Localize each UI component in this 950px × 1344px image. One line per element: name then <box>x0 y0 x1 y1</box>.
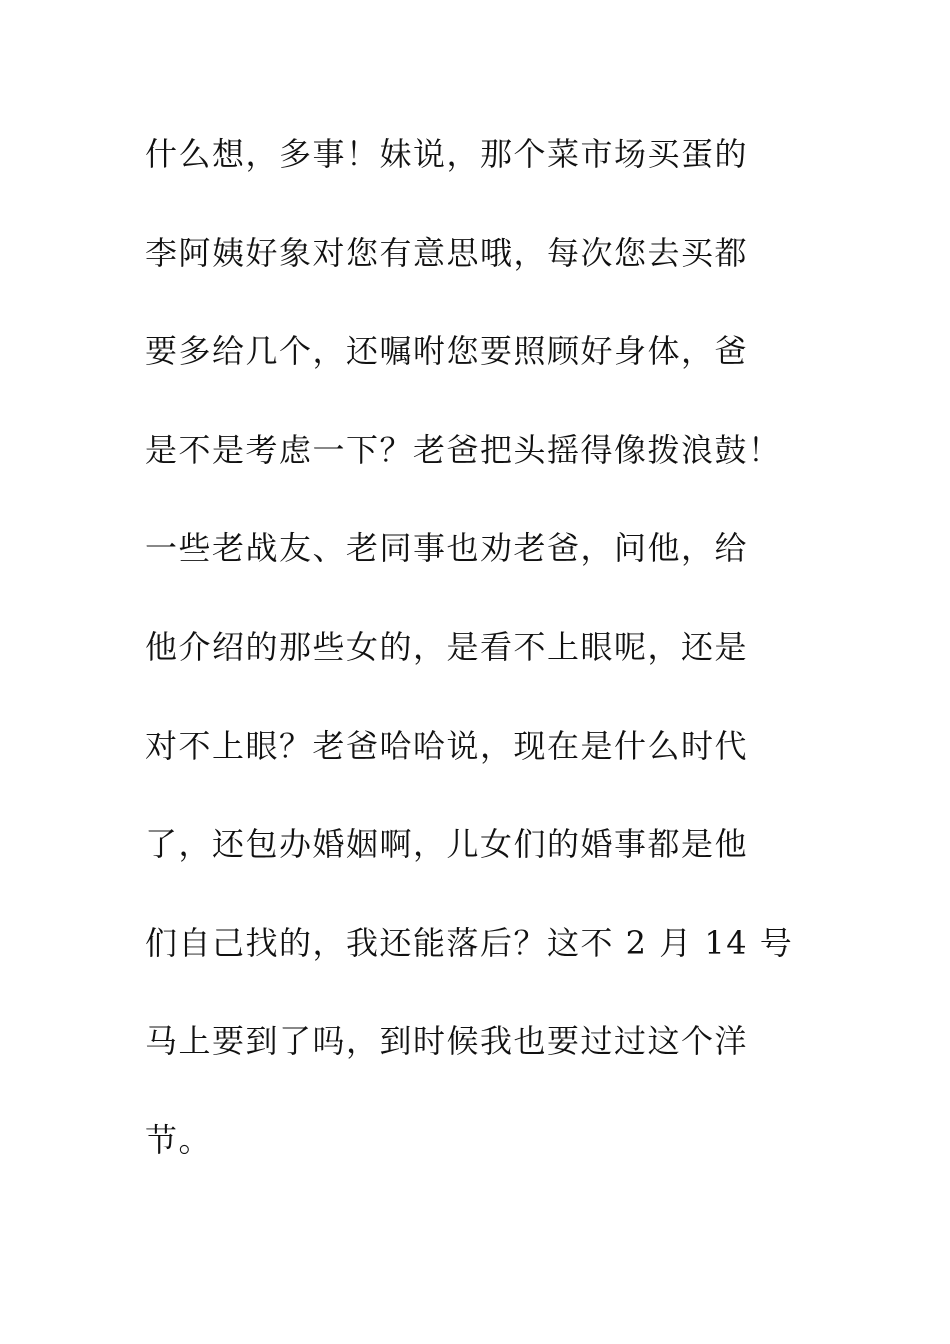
text-line: 他介绍的那些女的，是看不上眼呢，还是 <box>145 627 749 666</box>
text-line: 们自己找的，我还能落后？这不 2 月 14 号 <box>145 923 794 962</box>
text-line: 是不是考虑一下？老爸把头摇得像拨浪鼓！ <box>145 430 782 469</box>
text-line: 节。 <box>145 1120 213 1159</box>
text-line: 李阿姨好象对您有意思哦，每次您去买都 <box>145 233 749 272</box>
text-line: 对不上眼？老爸哈哈说，现在是什么时代 <box>145 726 749 765</box>
body-text <box>145 126 825 1211</box>
text-line: 马上要到了吗，到时候我也要过过这个洋 <box>145 1022 749 1061</box>
text-line: 了，还包办婚姻啊，儿女们的婚事都是他 <box>145 825 749 864</box>
text-line: 一些老战友、老同事也劝老爸，问他，给 <box>145 529 749 568</box>
text-line: 要多给几个，还嘱咐您要照顾好身体，爸 <box>145 332 749 371</box>
text-line: 什么想，多事！妹说，那个菜市场买蛋的 <box>145 135 749 173</box>
